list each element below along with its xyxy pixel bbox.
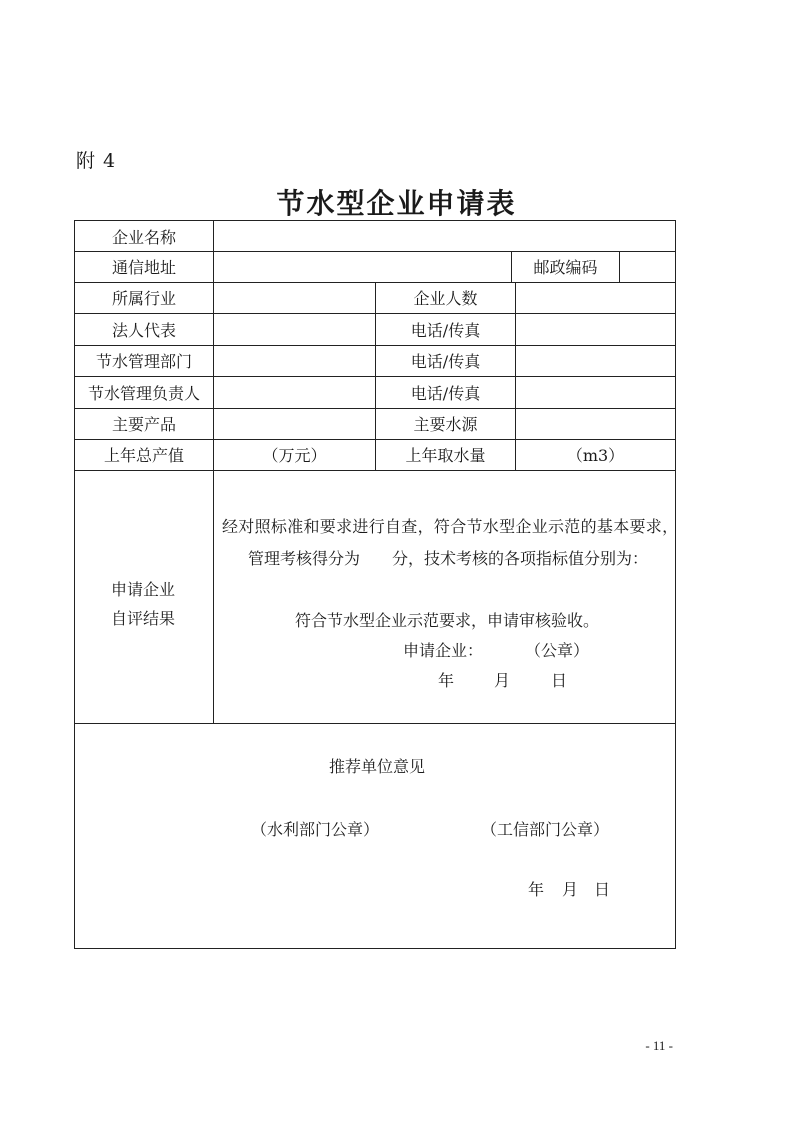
- self-eval-label-line1: 申请企业: [111, 580, 176, 599]
- label-phone-fax: 电话/传真: [410, 352, 481, 371]
- label-postal-code: 邮政编码: [533, 258, 598, 277]
- application-form-table: [74, 220, 679, 949]
- row-divider: [75, 723, 675, 724]
- label-address: 通信地址: [111, 258, 176, 277]
- label-main-water-source: 主要水源: [413, 415, 478, 434]
- self-eval-label-line2: 自评结果: [111, 609, 176, 628]
- label-legal-rep: 法人代表: [111, 320, 176, 340]
- water-dept-field[interactable]: [214, 345, 375, 376]
- rec-date-day: 日: [594, 880, 611, 899]
- phone-fax-field[interactable]: [516, 376, 675, 408]
- applicant-label: 申请企业：: [403, 641, 484, 660]
- form-title: 节水型企业申请表: [276, 187, 517, 220]
- industry-field[interactable]: [214, 282, 375, 313]
- label-water-dept: 节水管理部门: [95, 352, 192, 371]
- main-water-source-field[interactable]: [516, 408, 675, 439]
- enterprise-name-field[interactable]: [214, 221, 675, 251]
- date-month: 月: [494, 671, 511, 690]
- label-phone-fax: 电话/传真: [410, 383, 481, 403]
- postal-code-field[interactable]: [620, 251, 675, 282]
- legal-rep-field[interactable]: [214, 313, 375, 345]
- water-intake-unit[interactable]: （m3）: [566, 446, 625, 465]
- row-divider: [75, 470, 675, 471]
- phone-fax-field[interactable]: [516, 345, 675, 376]
- date-year: 年: [438, 671, 455, 690]
- label-output-value: 上年总产值: [103, 446, 184, 465]
- rec-date-year: 年: [528, 880, 545, 899]
- water-dept-seal: （水利部门公章）: [251, 820, 380, 839]
- self-eval-paragraph-2: 管理考核得分为 分，技术考核的各项指标值分别为：: [248, 549, 649, 568]
- phone-fax-field[interactable]: [516, 313, 675, 345]
- date-day: 日: [551, 671, 568, 690]
- water-manager-field[interactable]: [214, 376, 375, 408]
- label-industry: 所属行业: [111, 289, 176, 308]
- main-products-field[interactable]: [214, 408, 375, 439]
- recommendation-heading: 推荐单位意见: [329, 757, 426, 776]
- self-eval-paragraph-3: 符合节水型企业示范要求，申请审核验收。: [295, 611, 600, 630]
- label-employees: 企业人数: [413, 289, 478, 308]
- industry-dept-seal: （工信部门公章）: [481, 820, 610, 839]
- company-seal: （公章）: [525, 641, 590, 660]
- output-value-unit[interactable]: （万元）: [262, 446, 327, 465]
- page-number: - 11 -: [645, 1038, 673, 1053]
- address-field[interactable]: [214, 251, 511, 282]
- annex-label: 附 4: [76, 150, 117, 172]
- label-water-manager: 节水管理负责人: [87, 383, 200, 403]
- label-phone-fax: 电话/传真: [410, 320, 481, 340]
- rec-date-month: 月: [562, 880, 579, 899]
- label-water-intake: 上年取水量: [405, 446, 486, 465]
- self-eval-paragraph-1: 经对照标准和要求进行自查，符合节水型企业示范的基本要求，: [222, 517, 679, 536]
- employees-field[interactable]: [516, 282, 675, 313]
- label-main-products: 主要产品: [111, 415, 176, 434]
- label-enterprise-name: 企业名称: [111, 227, 176, 247]
